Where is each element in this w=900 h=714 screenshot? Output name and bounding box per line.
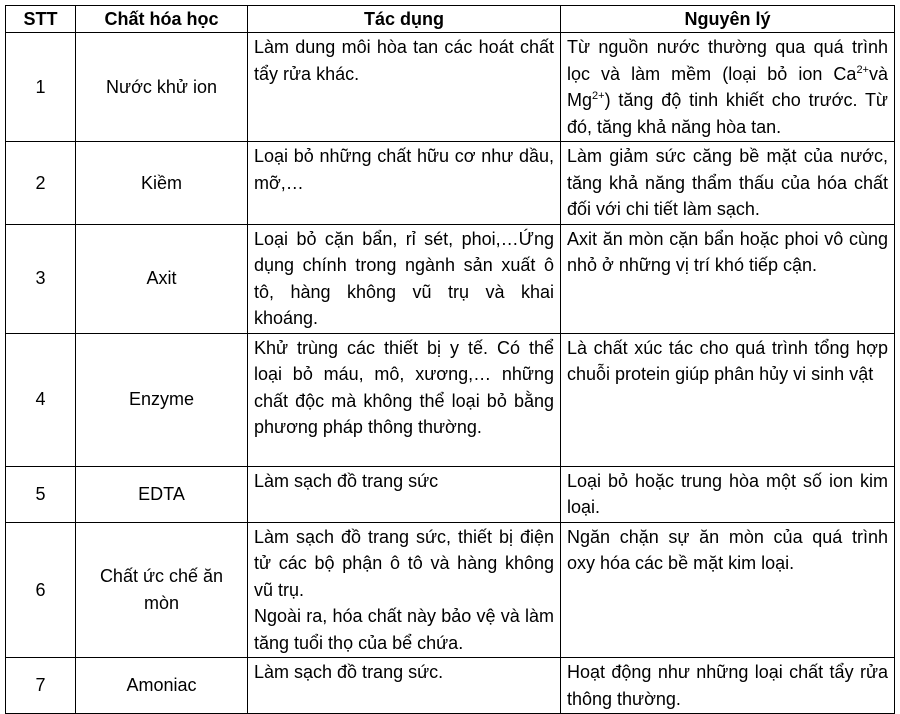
principle-text: và Mg (567, 63, 888, 110)
table-row (6, 33, 895, 142)
principle-cell: Làm giảm sức căng bề mặt của nước, tăng khả năng thẩm thấu của hóa chất đối với chi tiết làm sạch. (561, 142, 895, 225)
effect-paragraph: Làm sạch đồ trang sức, thiết bị điện tử các bộ phận ô tô và hàng không vũ trụ. (254, 526, 554, 600)
chemical-name: Kiềm (76, 142, 248, 225)
table-row (6, 522, 895, 658)
principle-cell: Hoạt động như những loại chất tẩy rửa thông thường. (561, 658, 895, 714)
row-number: 5 (6, 466, 76, 522)
effect-cell: Loại bỏ những chất hữu cơ như dầu, mỡ,… (248, 142, 561, 225)
principle-text: ) tăng độ tinh khiết cho trước. Từ đó, tăng khả năng hòa tan. (567, 90, 888, 137)
row-number: 4 (6, 333, 76, 466)
chemical-name: EDTA (76, 466, 248, 522)
chemical-name: Nước khử ion (76, 33, 248, 142)
charge-superscript: 2+ (592, 90, 605, 102)
header-principle: Nguyên lý (561, 6, 895, 33)
table-row (6, 333, 895, 466)
principle-cell (561, 33, 895, 142)
principle-cell: Loại bỏ hoặc trung hòa một số ion kim loại. (561, 466, 895, 522)
effect-cell: Loại bỏ cặn bẩn, rỉ sét, phoi,…Ứng dụng chính trong ngành sản xuất ô tô, hàng không vũ trụ và khai khoáng. (248, 224, 561, 333)
table-row (6, 466, 895, 522)
principle-text: Từ nguồn nước thường qua quá trình lọc và làm mềm (loại bỏ ion Ca (567, 37, 888, 84)
row-number: 3 (6, 224, 76, 333)
effect-cell: Làm sạch đồ trang sức (248, 466, 561, 522)
table-row (6, 224, 895, 333)
header-effect: Tác dụng (248, 6, 561, 33)
row-number: 2 (6, 142, 76, 225)
row-number: 6 (6, 522, 76, 658)
header-chemical: Chất hóa học (76, 6, 248, 33)
principle-cell: Axit ăn mòn cặn bẩn hoặc phoi vô cùng nhỏ ở những vị trí khó tiếp cận. (561, 224, 895, 333)
chemical-name: Enzyme (76, 333, 248, 466)
table-row (6, 142, 895, 225)
charge-superscript: 2+ (856, 63, 869, 76)
effect-cell: Khử trùng các thiết bị y tế. Có thể loại bỏ máu, mô, xương,… những chất độc mà không thể loại bỏ bằng phương pháp thông thường. (248, 333, 561, 466)
header-stt: STT (6, 6, 76, 33)
effect-cell: Làm sạch đồ trang sức. (248, 658, 561, 714)
header-row (6, 6, 895, 33)
row-number: 7 (6, 658, 76, 714)
chemical-name: Axit (76, 224, 248, 333)
table-row (6, 658, 895, 714)
chemical-name: Amoniac (76, 658, 248, 714)
effect-cell (248, 522, 561, 658)
chemical-name: Chất ức chế ăn mòn (76, 522, 248, 658)
row-number: 1 (6, 33, 76, 142)
effect-paragraph: Ngoài ra, hóa chất này bảo vệ và làm tăng tuổi thọ của bể chứa. (254, 606, 554, 653)
principle-cell: Là chất xúc tác cho quá trình tổng hợp chuỗi protein giúp phân hủy vi sinh vật (561, 333, 895, 466)
effect-cell: Làm dung môi hòa tan các hoát chất tẩy rửa khác. (248, 33, 561, 142)
chemicals-table (5, 5, 895, 714)
principle-cell: Ngăn chặn sự ăn mòn của quá trình oxy hóa các bề mặt kim loại. (561, 522, 895, 658)
